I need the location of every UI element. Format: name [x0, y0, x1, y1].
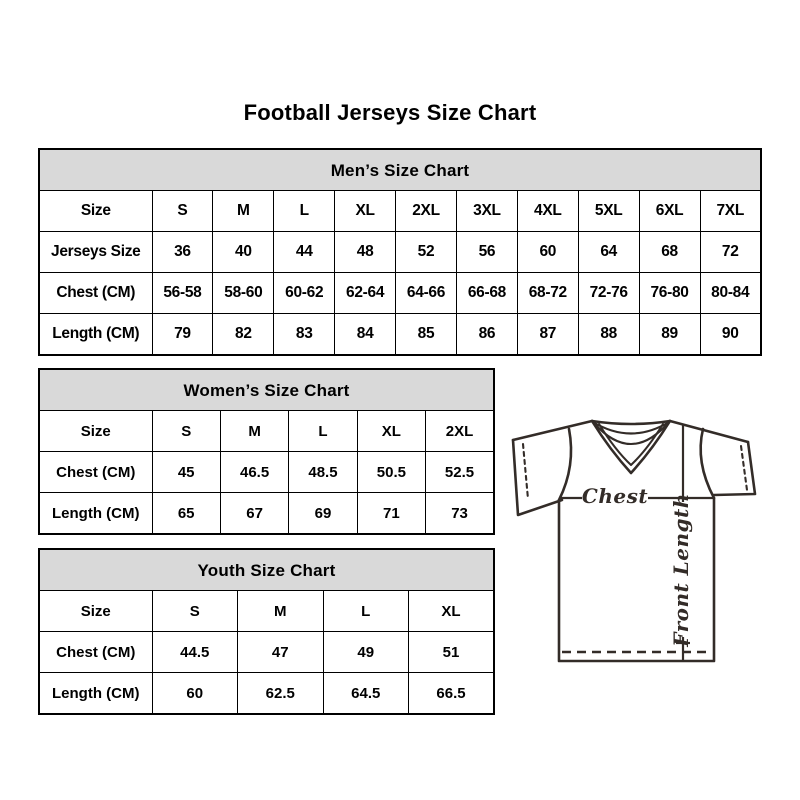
table-cell: 56-58	[152, 273, 213, 314]
table-cell: 50.5	[357, 452, 425, 493]
table-cell: 40	[213, 232, 274, 273]
table-cell: L	[289, 411, 357, 452]
jersey-left-cuff-dashed-line	[523, 444, 528, 499]
table-cell: XL	[409, 591, 495, 632]
table-cell: M	[238, 591, 324, 632]
jersey-right-shoulder	[670, 421, 748, 442]
table-cell: 49	[323, 632, 409, 673]
table-cell: 64.5	[323, 673, 409, 715]
row-label: Length (CM)	[39, 673, 152, 715]
table-cell: 68	[639, 232, 700, 273]
table-cell: 47	[238, 632, 324, 673]
row-label: Chest (CM)	[39, 632, 152, 673]
table-cell: 72-76	[578, 273, 639, 314]
table-cell: 89	[639, 314, 700, 356]
table-row	[39, 632, 494, 673]
jersey-left-armhole	[559, 429, 571, 500]
jersey-right-armhole	[701, 429, 714, 498]
women-size-chart	[38, 368, 495, 535]
table-cell: 44.5	[152, 632, 238, 673]
table-cell: 86	[456, 314, 517, 356]
row-label: Size	[39, 591, 152, 632]
table-cell: 79	[152, 314, 213, 356]
table-cell: S	[152, 591, 238, 632]
row-label: Jerseys Size	[39, 232, 152, 273]
table-cell: S	[152, 411, 220, 452]
row-label: Chest (CM)	[39, 452, 152, 493]
table-title: Men’s Size Chart	[39, 149, 761, 191]
table-row	[39, 411, 494, 452]
table-cell: 56	[456, 232, 517, 273]
youth-size-table	[38, 548, 495, 715]
table-cell: 44	[274, 232, 335, 273]
table-cell: 84	[335, 314, 396, 356]
jersey-right-sleeve	[714, 442, 755, 495]
jersey-left-shoulder	[513, 421, 592, 440]
table-row	[39, 493, 494, 535]
table-cell: 4XL	[517, 191, 578, 232]
table-row	[39, 191, 761, 232]
table-cell: 60	[517, 232, 578, 273]
table-cell: 45	[152, 452, 220, 493]
table-cell: 7XL	[700, 191, 761, 232]
table-row	[39, 314, 761, 356]
row-label: Length (CM)	[39, 314, 152, 356]
table-cell: 46.5	[220, 452, 288, 493]
table-row	[39, 452, 494, 493]
table-cell: 48	[335, 232, 396, 273]
page-title: Football Jerseys Size Chart	[243, 100, 537, 125]
front-length-label: Front Length	[669, 493, 693, 647]
table-cell: L	[274, 191, 335, 232]
table-cell: 2XL	[426, 411, 494, 452]
table-row	[39, 232, 761, 273]
table-cell: 76-80	[639, 273, 700, 314]
mens-size-table	[38, 148, 762, 356]
table-cell: 60-62	[274, 273, 335, 314]
table-cell: 3XL	[456, 191, 517, 232]
table-cell: 62.5	[238, 673, 324, 715]
row-label: Size	[39, 191, 152, 232]
table-title: Youth Size Chart	[39, 549, 494, 591]
table-cell: 73	[426, 493, 494, 535]
table-cell: 48.5	[289, 452, 357, 493]
table-cell: 58-60	[213, 273, 274, 314]
table-cell: S	[152, 191, 213, 232]
table-cell: 69	[289, 493, 357, 535]
table-title: Women’s Size Chart	[39, 369, 494, 411]
chest-label: Chest	[581, 484, 649, 508]
table-cell: 85	[396, 314, 457, 356]
table-cell: 64	[578, 232, 639, 273]
table-row	[39, 273, 761, 314]
men-size-chart	[38, 148, 762, 356]
table-cell: M	[220, 411, 288, 452]
row-label: Chest (CM)	[39, 273, 152, 314]
table-cell: 36	[152, 232, 213, 273]
table-cell: 62-64	[335, 273, 396, 314]
table-cell: 2XL	[396, 191, 457, 232]
jersey-collar-top-edge	[592, 421, 670, 424]
jersey-left-sleeve	[513, 440, 562, 515]
row-label: Length (CM)	[39, 493, 152, 535]
jersey-measurement-diagram	[498, 398, 776, 683]
table-cell: 66.5	[409, 673, 495, 715]
table-cell: 71	[357, 493, 425, 535]
table-row	[39, 591, 494, 632]
table-cell: 51	[409, 632, 495, 673]
table-cell: 83	[274, 314, 335, 356]
table-cell: 66-68	[456, 273, 517, 314]
table-cell: 65	[152, 493, 220, 535]
table-cell: M	[213, 191, 274, 232]
table-cell: 64-66	[396, 273, 457, 314]
table-cell: 90	[700, 314, 761, 356]
table-cell: XL	[357, 411, 425, 452]
table-cell: 52	[396, 232, 457, 273]
table-cell: 6XL	[639, 191, 700, 232]
table-cell: 82	[213, 314, 274, 356]
jersey-right-cuff-dashed-line	[741, 446, 747, 490]
womens-size-table	[38, 368, 495, 535]
table-cell: 88	[578, 314, 639, 356]
table-row	[39, 673, 494, 715]
table-cell: 72	[700, 232, 761, 273]
youth-size-chart	[38, 548, 495, 715]
table-cell: L	[323, 591, 409, 632]
table-cell: 87	[517, 314, 578, 356]
table-cell: 67	[220, 493, 288, 535]
table-cell: 80-84	[700, 273, 761, 314]
table-cell: 52.5	[426, 452, 494, 493]
row-label: Size	[39, 411, 152, 452]
table-cell: 68-72	[517, 273, 578, 314]
table-cell: XL	[335, 191, 396, 232]
table-cell: 60	[152, 673, 238, 715]
table-cell: 5XL	[578, 191, 639, 232]
